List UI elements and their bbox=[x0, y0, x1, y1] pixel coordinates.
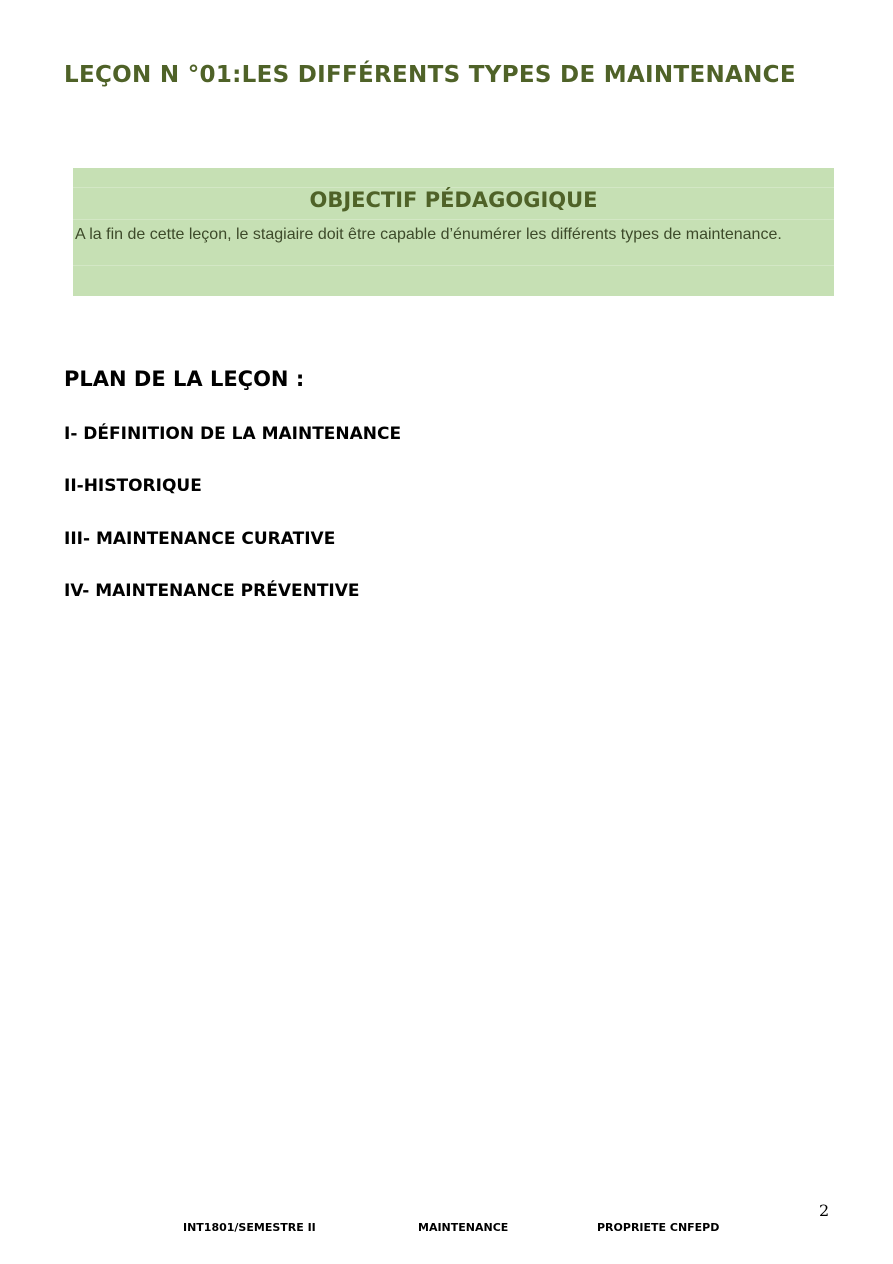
plan-item-historique: II-HISTORIQUE bbox=[64, 476, 202, 496]
footer-owner: PROPRIETE CNFEPD bbox=[597, 1221, 720, 1234]
objective-heading: OBJECTIF PÉDAGOGIQUE bbox=[309, 188, 598, 212]
plan-item-curative: III- MAINTENANCE CURATIVE bbox=[64, 529, 336, 549]
box-rule bbox=[73, 219, 834, 220]
plan-title: PLAN DE LA LEÇON : bbox=[64, 367, 305, 391]
plan-item-definition: I- DÉFINITION DE LA MAINTENANCE bbox=[64, 424, 402, 444]
footer-subject: MAINTENANCE bbox=[418, 1221, 509, 1234]
objective-text: A la fin de cette leçon, le stagiaire doit être capable d’énumérer les différents types de maintenance. bbox=[75, 226, 782, 243]
lesson-title: LEÇON N °01:LES DIFFÉRENTS TYPES DE MAINTENANCE bbox=[64, 62, 796, 88]
objective-box bbox=[73, 168, 834, 296]
footer-course: INT1801/SEMESTRE II bbox=[183, 1221, 316, 1234]
page-number: 2 bbox=[819, 1201, 830, 1220]
plan-item-preventive: IV- MAINTENANCE PRÉVENTIVE bbox=[64, 581, 360, 601]
box-rule bbox=[73, 265, 834, 266]
